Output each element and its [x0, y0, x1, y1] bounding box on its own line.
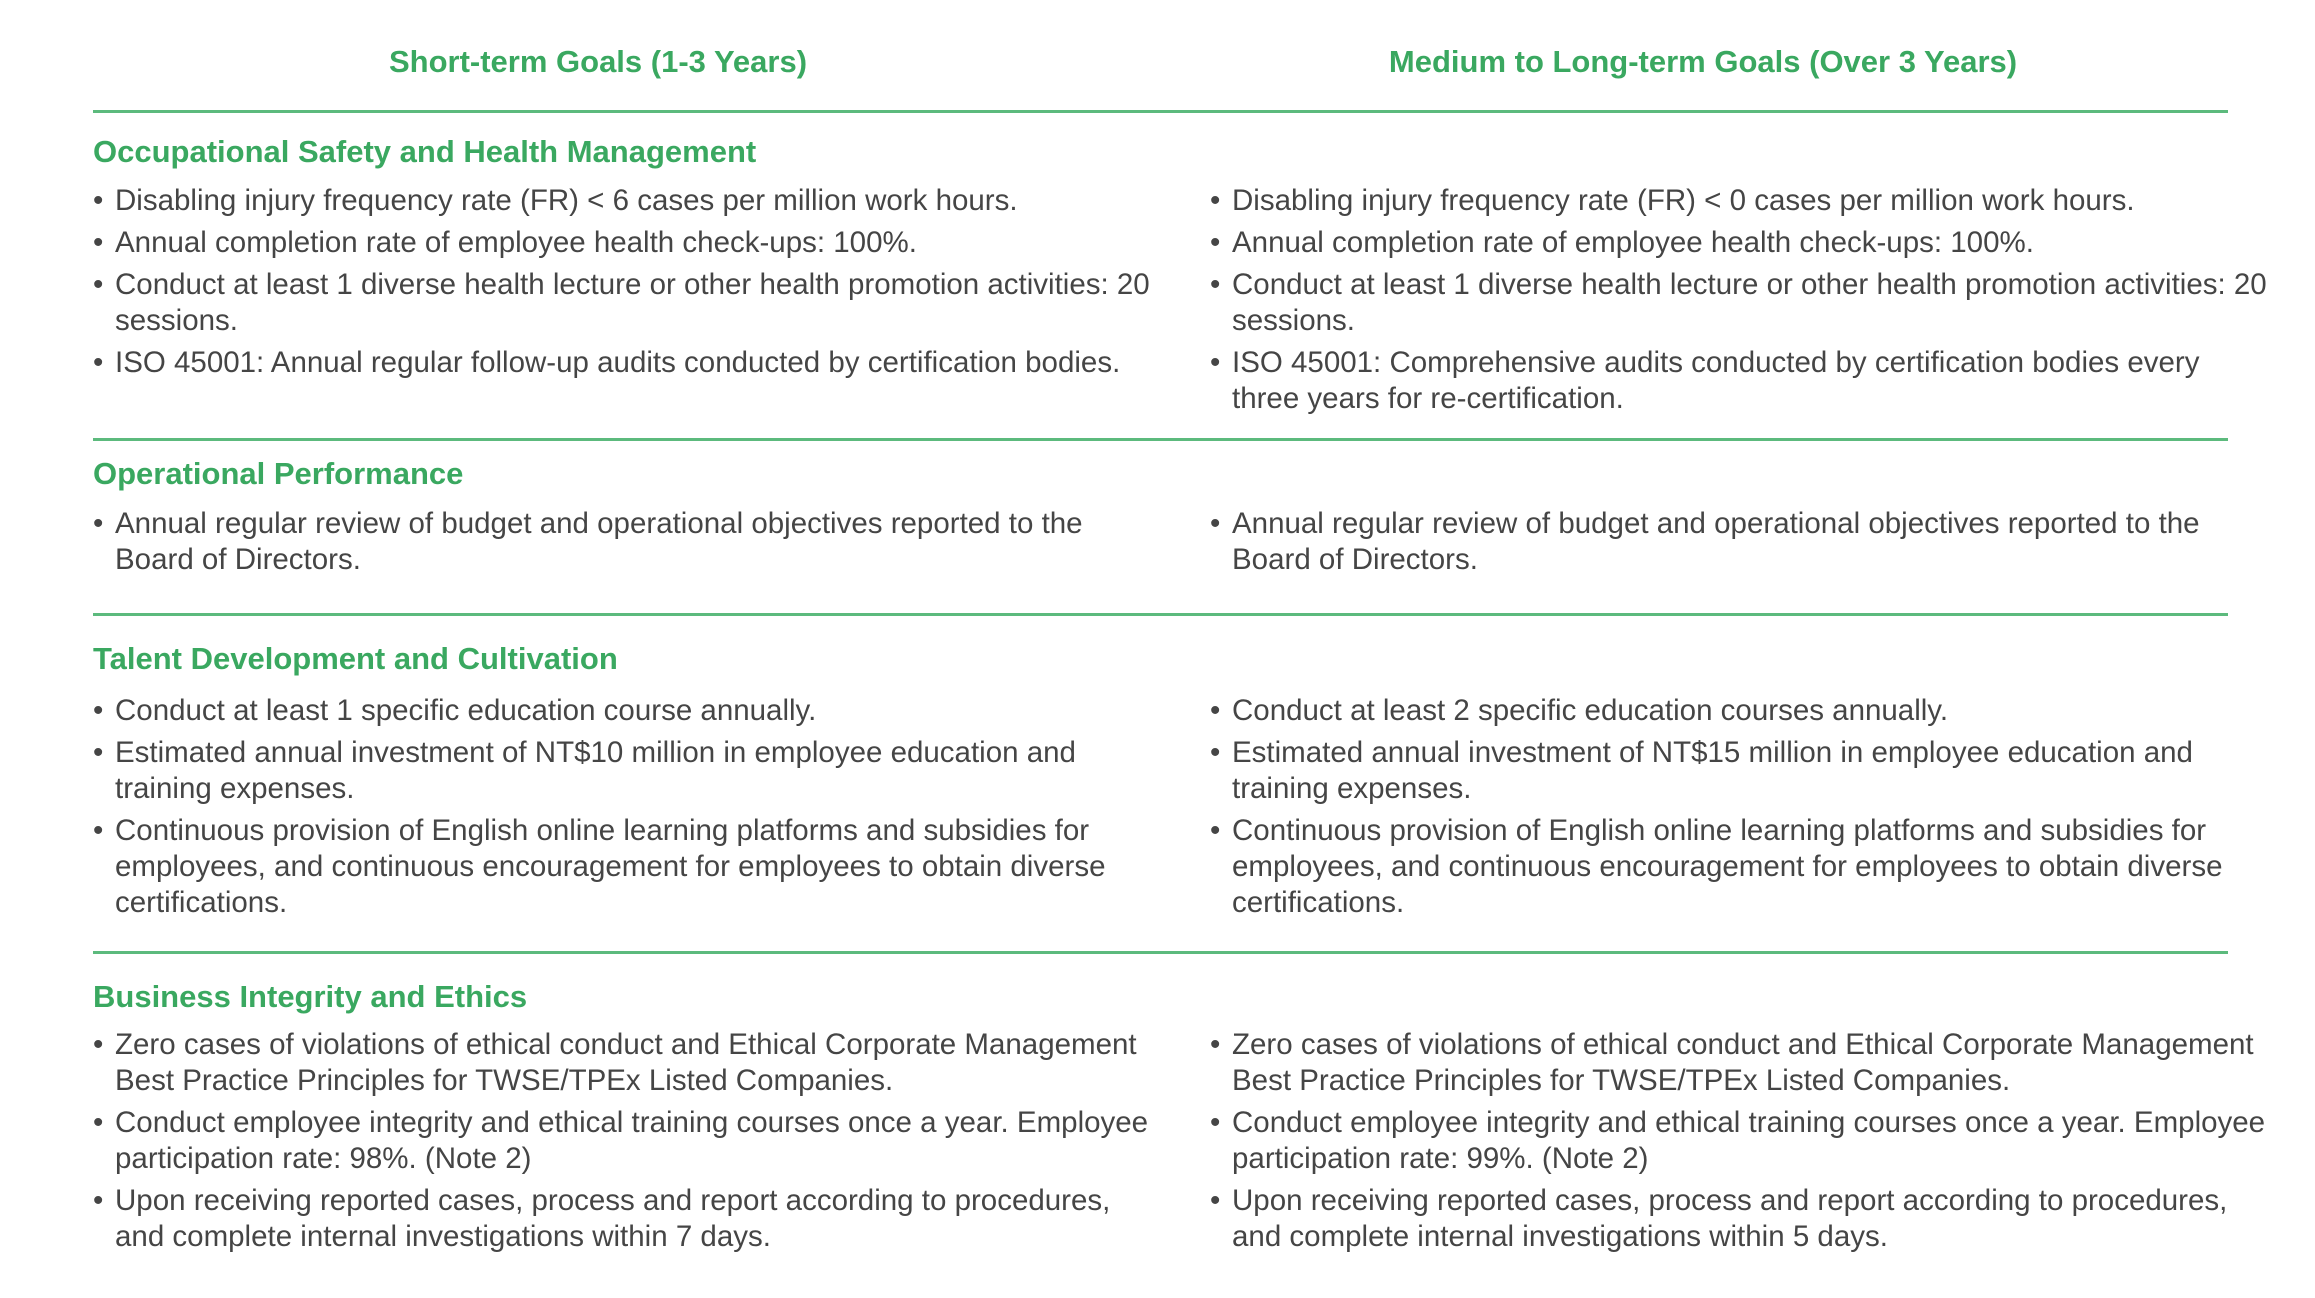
bullet-icon: •	[1210, 1106, 1221, 1139]
list-item: • Upon receiving reported cases, process and report according to procedures, and complete internal investigations within 5 days.	[1210, 1184, 2228, 1253]
list-item: • ISO 45001: Comprehensive audits conducted by certification bodies every three years for re-certification.	[1210, 346, 2200, 415]
list-item: • Conduct employee integrity and ethical training courses once a year. Employee participation rate: 99%. (Note 2)	[1210, 1106, 2266, 1175]
bullet-icon: •	[93, 1028, 104, 1061]
list-item: • Continuous provision of English online learning platforms and subsidies for employees, and continuous encouragement for employees to obtain diverse certifications.	[1210, 814, 2223, 919]
operational-performance-long-term-list	[1210, 506, 2270, 584]
list-item: • Upon receiving reported cases, process and report according to procedures, and complete internal investigations within 7 days.	[93, 1184, 1111, 1253]
bullet-icon: •	[1210, 736, 1221, 769]
list-item: • Annual regular review of budget and operational objectives reported to the Board of Directors.	[93, 507, 1083, 576]
list-item: • Annual completion rate of employee health check-ups: 100%.	[93, 226, 917, 259]
section-divider	[93, 613, 2228, 616]
occupational-safety-short-term-list	[93, 183, 1163, 387]
section-title-business-integrity: Business Integrity and Ethics	[93, 979, 528, 1014]
short-term-column-header: Short-term Goals (1-3 Years)	[388, 44, 808, 79]
bullet-icon: •	[93, 268, 104, 301]
bullet-icon: •	[93, 1106, 104, 1139]
bullet-icon: •	[1210, 226, 1221, 259]
bullet-icon: •	[93, 1184, 104, 1217]
bullet-icon: •	[93, 226, 104, 259]
list-item: • Disabling injury frequency rate (FR) < 0 cases per million work hours.	[1210, 184, 2135, 217]
bullet-icon: •	[93, 694, 104, 727]
section-divider	[93, 438, 2228, 441]
header-divider	[93, 110, 2228, 113]
bullet-icon: •	[93, 507, 104, 540]
bullet-icon: •	[93, 346, 104, 379]
list-item: • Zero cases of violations of ethical conduct and Ethical Corporate Management Best Practice Principles for TWSE/TPEx Listed Companies.	[1210, 1028, 2254, 1097]
bullet-icon: •	[1210, 184, 1221, 217]
bullet-icon: •	[1210, 1184, 1221, 1217]
business-integrity-short-term-list	[93, 1027, 1163, 1261]
bullet-icon: •	[1210, 346, 1221, 379]
section-title-talent-development: Talent Development and Cultivation	[93, 641, 618, 676]
section-title-occupational-safety: Occupational Safety and Health Management	[93, 134, 757, 169]
list-item: • Conduct at least 1 diverse health lecture or other health promotion activities: 20 sessions.	[1210, 268, 2267, 337]
list-item: • Annual completion rate of employee health check-ups: 100%.	[1210, 226, 2034, 259]
talent-development-short-term-list	[93, 693, 1163, 927]
bullet-icon: •	[1210, 507, 1221, 540]
long-term-column-header: Medium to Long-term Goals (Over 3 Years)	[1388, 44, 2018, 79]
list-item: • Estimated annual investment of NT$10 million in employee education and training expenses.	[93, 736, 1076, 805]
list-item: • ISO 45001: Annual regular follow-up audits conducted by certification bodies.	[93, 346, 1121, 379]
business-integrity-long-term-list	[1210, 1027, 2270, 1261]
list-item: • Conduct at least 2 specific education courses annually.	[1210, 694, 1949, 727]
goals-table	[93, 0, 2267, 1298]
bullet-icon: •	[1210, 1028, 1221, 1061]
list-item: • Conduct employee integrity and ethical training courses once a year. Employee participation rate: 98%. (Note 2)	[93, 1106, 1149, 1175]
bullet-icon: •	[1210, 694, 1221, 727]
list-item: • Conduct at least 1 diverse health lecture or other health promotion activities: 20 sessions.	[93, 268, 1150, 337]
talent-development-long-term-list	[1210, 693, 2270, 927]
bullet-icon: •	[93, 736, 104, 769]
column-header-row	[93, 44, 2228, 94]
operational-performance-short-term-list	[93, 506, 1163, 584]
list-item: • Zero cases of violations of ethical conduct and Ethical Corporate Management Best Practice Principles for TWSE/TPEx Listed Companies.	[93, 1028, 1137, 1097]
list-item: • Continuous provision of English online learning platforms and subsidies for employees, and continuous encouragement for employees to obtain diverse certifications.	[93, 814, 1106, 919]
bullet-icon: •	[1210, 814, 1221, 847]
section-divider	[93, 951, 2228, 954]
bullet-icon: •	[1210, 268, 1221, 301]
list-item: • Estimated annual investment of NT$15 million in employee education and training expenses.	[1210, 736, 2193, 805]
bullet-icon: •	[93, 814, 104, 847]
list-item: • Conduct at least 1 specific education course annually.	[93, 694, 817, 727]
section-title-operational-performance: Operational Performance	[93, 456, 464, 491]
list-item: • Disabling injury frequency rate (FR) < 6 cases per million work hours.	[93, 184, 1018, 217]
bullet-icon: •	[93, 184, 104, 217]
occupational-safety-long-term-list	[1210, 183, 2270, 423]
list-item: • Annual regular review of budget and operational objectives reported to the Board of Directors.	[1210, 507, 2200, 576]
